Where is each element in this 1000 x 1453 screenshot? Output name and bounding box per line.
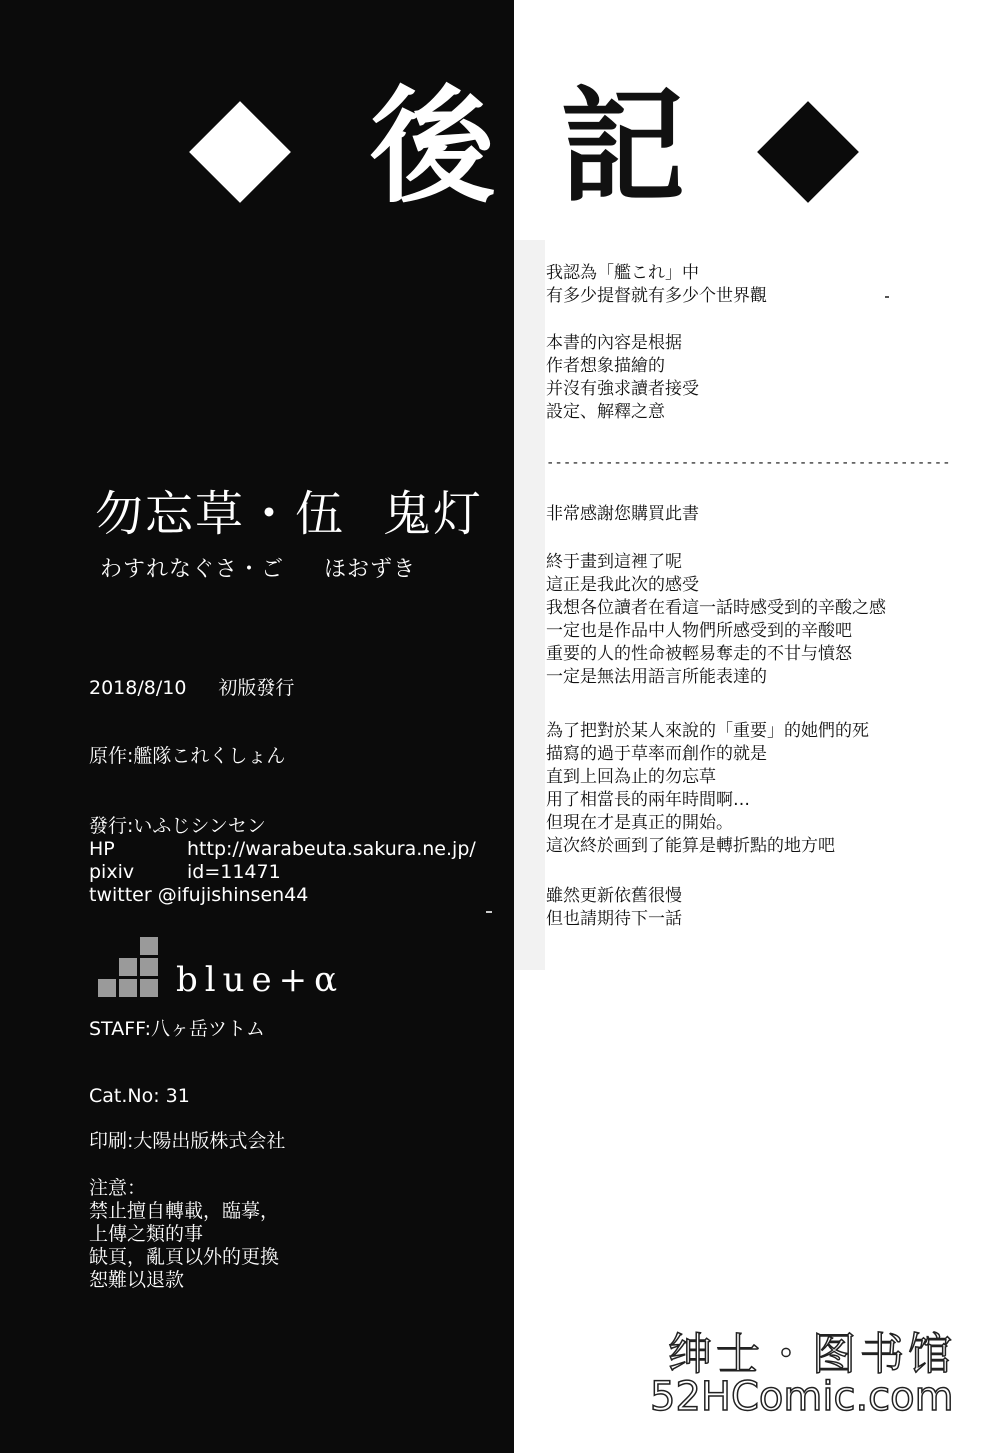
notice-line-4: 缺頁，亂頁以外的更換: [89, 1246, 280, 1268]
hp-url[interactable]: http://warabeuta.sakura.ne.jp/: [187, 838, 476, 860]
afterword-p4-l6: 一定是無法用語言所能表達的: [546, 667, 767, 687]
afterword-p5-l3: 直到上回為止的勿忘草: [546, 767, 716, 787]
scan-speck: [885, 296, 889, 298]
hp-label: HP: [89, 838, 115, 860]
publish-date: 2018/8/10: [89, 677, 187, 699]
afterword-p5-l4: 用了相當長的兩年時間啊…: [546, 790, 750, 810]
staff: STAFF:八ヶ岳ツトム: [89, 1018, 265, 1040]
heading-char-right: 記: [560, 74, 685, 220]
notice-line-2: 禁止擅自轉載，臨摹，: [89, 1200, 280, 1222]
afterword-p2-l4: 設定、解釋之意: [546, 402, 665, 422]
cat-no: Cat.No: 31: [89, 1085, 190, 1107]
afterword-p1-l2: 有多少提督就有多少个世界觀: [546, 286, 767, 306]
pixiv-id: id=11471: [187, 861, 281, 883]
notice-line-1: 注意：: [89, 1177, 147, 1199]
original-work: 原作:艦隊これくしょん: [89, 745, 286, 767]
afterword-p4-l4: 一定也是作品中人物們所感受到的辛酸吧: [546, 621, 852, 641]
publisher: 發行:いふじシンセン: [89, 815, 266, 837]
pixiv-label: pixiv: [89, 861, 135, 883]
publish-date-line: [89, 677, 294, 700]
dashed-divider: ------------------------------------------------: [546, 455, 951, 471]
twitter-handle[interactable]: @ifujishinsen44: [157, 884, 309, 906]
blue-alpha-logo-icon: [98, 937, 158, 997]
afterword-p5-l1: 為了把對於某人來說的「重要」的她們的死: [546, 721, 869, 741]
logo-text: blue+α: [176, 960, 345, 1000]
watermark-line-1: 绅士・图书馆: [668, 1329, 956, 1380]
pixiv-line: [89, 861, 281, 884]
afterword-p5-l6: 這次終於画到了能算是轉折點的地方吧: [546, 836, 835, 856]
book-reading: [100, 552, 416, 583]
afterword-p4-l1: 終于畫到這裡了呢: [546, 552, 682, 572]
book-title-sub: 鬼灯: [383, 486, 484, 542]
afterword-p2-l2: 作者想象描繪的: [546, 356, 665, 376]
afterword-p4-l3: 我想各位讀者在看這一話時感受到的辛酸之感: [546, 598, 886, 618]
afterword-p2-l3: 并沒有強求讀者接受: [546, 379, 699, 399]
book-title-main: 勿忘草・伍: [95, 486, 346, 542]
afterword-p4-l2: 這正是我此次的感受: [546, 575, 699, 595]
printer: 印刷:大陽出版株式会社: [89, 1130, 286, 1152]
edition-label: 初版發行: [218, 677, 295, 699]
scan-speck: [486, 911, 492, 913]
afterword-p1-l1: 我認為「艦これ」中: [546, 263, 699, 283]
afterword-p5-l2: 描寫的過于草率而創作的就是: [546, 744, 767, 764]
afterword-p2-l1: 本書的內容是根据: [546, 333, 682, 353]
book-reading-sub: ほおずき: [324, 557, 417, 582]
notice-line-3: 上傳之類的事: [89, 1223, 204, 1245]
book-reading-main: わすれなぐさ・ご: [100, 557, 285, 582]
twitter-label: twitter: [89, 884, 152, 906]
watermark-line-2: 52HComic.com: [650, 1374, 954, 1420]
notice-line-5: 恕難以退款: [89, 1269, 185, 1291]
afterword-p6-l1: 雖然更新依舊很慢: [546, 886, 682, 906]
page-gutter-shadow: [514, 240, 545, 970]
afterword-p5-l5: 但現在才是真正的開始。: [546, 813, 733, 833]
book-title: [95, 475, 483, 544]
afterword-p6-l2: 但也請期待下一話: [546, 909, 682, 929]
afterword-p3-l1: 非常感謝您購買此書: [546, 504, 699, 524]
heading-char-left: 後: [370, 74, 495, 220]
hp-line: [89, 838, 476, 861]
afterword-p4-l5: 重要的人的性命被輕易奪走的不甘与憤怒: [546, 644, 852, 664]
twitter-line: [89, 884, 308, 907]
